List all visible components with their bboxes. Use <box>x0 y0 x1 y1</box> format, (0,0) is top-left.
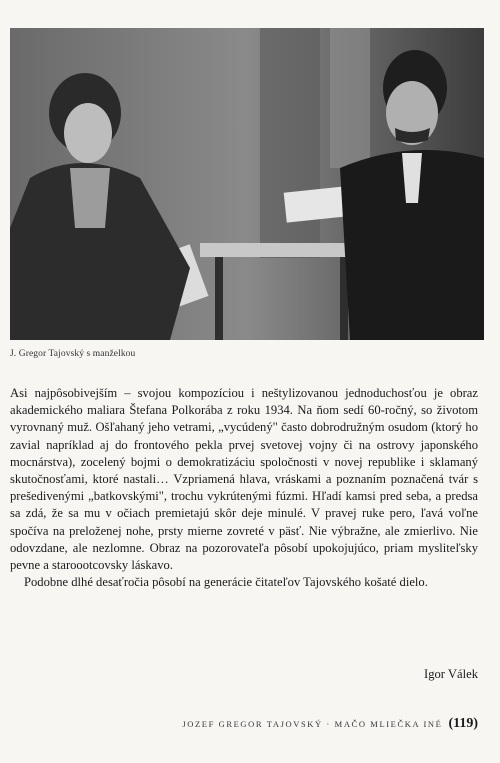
photograph <box>10 28 484 340</box>
paragraph: Asi najpôsobivejším – svojou kompozíciou i neštylizovanou jednoduchosťou je obraz akademického maliara Štefana Polkorába z roku 1934. Na ňom sedí 60-ročný, so životom vyrovnaný muž. Ošľahaný jeho vetrami, „vycúdený" často dobrodružným osudom (ktorý ho zavial napríklad aj do frontového pekla prvej svetovej vojny či na ostrovy japonského mocnárstva), zocelený bojmi o demokratizáciu spoločnosti v novej republike i sklamaný skutočnosťami, ktoré nastali… Vzpriamená hlava, vráskami a poznaním poznačená tvár s prešedivenými „batkovskými", trochu vykrútenými fúzmi. Hľadí kamsi pred seba, a predsa sa zdá, že sa mu v očiach premietajú skôr deje minulé. V pravej ruke pero, ľavá voľne spočíva na preloženej nohe, prsty mierne zovreté v päsť. Nie výbražne, ale zmierlivo. Nie odovzdane, ale nezlomne. Obraz na pozorovateľa pôsobí upokojujúco, priam mysliteľsky pevne a staroootcovsky láskavo. <box>10 386 478 573</box>
article-body <box>10 385 478 591</box>
running-title: JOZEF GREGOR TAJOVSKÝ · MAČO MLIEČKA INÉ <box>182 719 443 729</box>
author-signature: Igor Válek <box>424 667 478 681</box>
photo-caption: J. Gregor Tajovský s manželkou <box>10 349 136 359</box>
photo-image <box>10 28 484 340</box>
page-footer <box>182 716 478 732</box>
page-number: (119) <box>448 716 478 731</box>
paragraph: Podobne dlhé desaťročia pôsobí na generácie čitateľov Tajovského košaté dielo. <box>24 575 428 590</box>
